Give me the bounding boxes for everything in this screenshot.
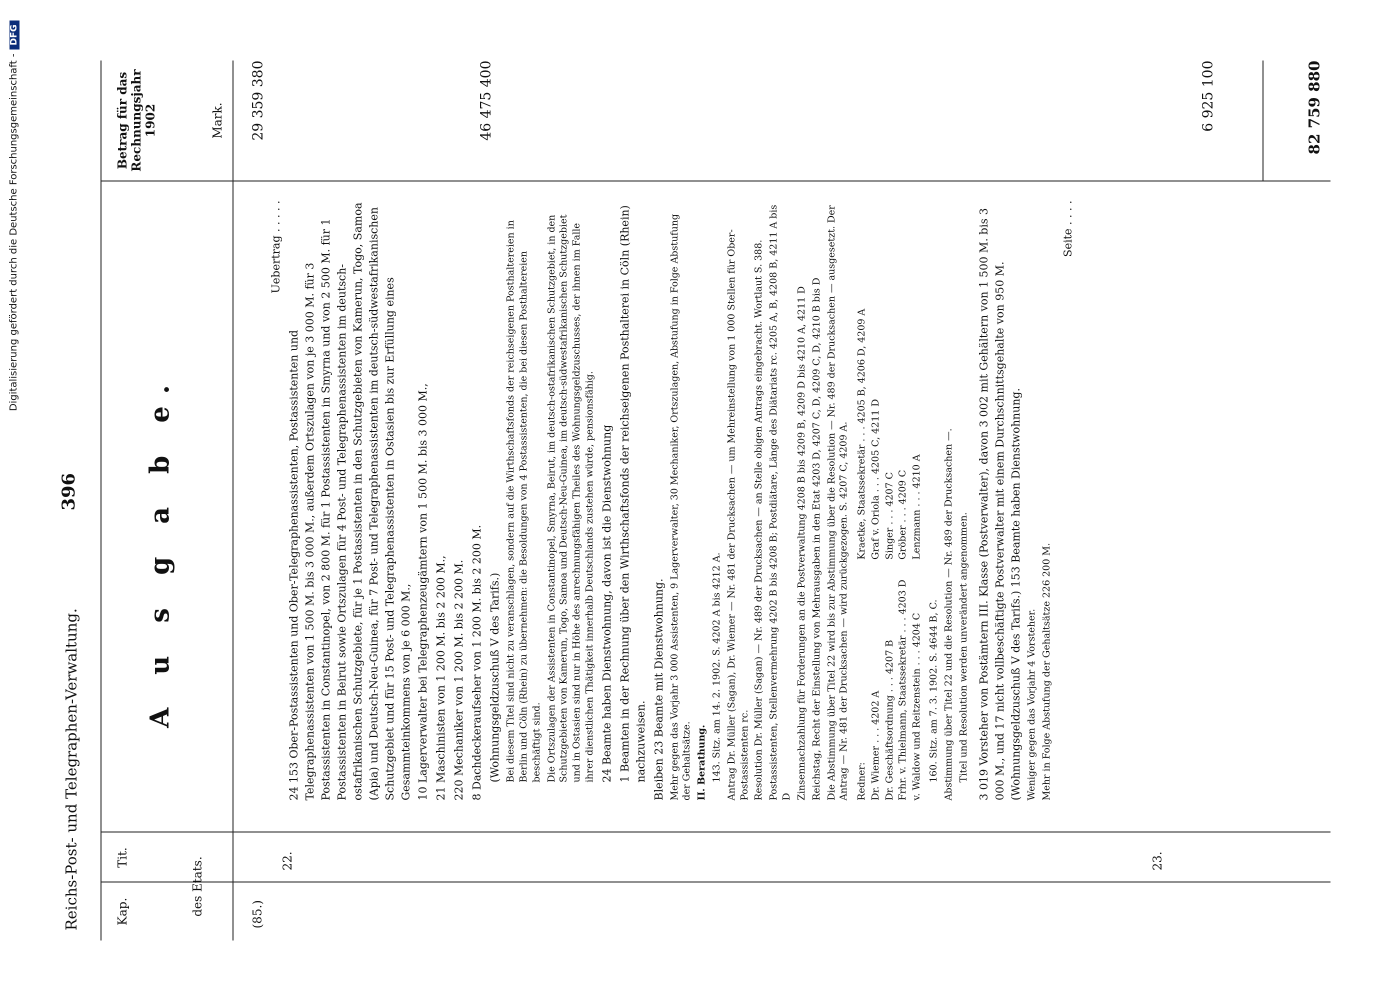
entry-p23: Titel und Resolution werden unverändert angenommen. xyxy=(957,512,969,783)
betrag-header: Betrag für das Rechnungsjahr 1902 xyxy=(115,69,157,172)
speakers-list xyxy=(855,201,924,801)
tit-23: 23. xyxy=(1150,851,1164,871)
entry-p11: Bleiben 23 Beamte mit Dienstwohnung. xyxy=(651,578,665,801)
entry-p19: Reichstag, Recht der Einstellung von Mehrausgaben in den Etat 4203 D, 4207 C, D, 4209 C, D, 4210 B bis D xyxy=(810,277,822,801)
redner-right-item: Kraetke, Staatssekretär . . . 4205 B, 4206 D, 4209 A xyxy=(856,308,868,560)
digitization-credit xyxy=(8,21,19,981)
redner-right-item: Singer . . . 4207 C xyxy=(883,472,895,560)
entry-p7: Bei diesem Titel sind nicht zu veranschlagen, sondern auf die Wirthschaftsfonds der reichseigenen Posthaltereien in Berlin und Cöln (Rhein) zu übernehmen: die Besoldungen von 4 Postassistenten, die bei diesen Posthaltereien beschäftigt sind. xyxy=(505,220,542,783)
entry-p13: II. Berathung. xyxy=(696,724,708,801)
entry-p25: Weniger gegen das Vorjahr 4 Vorsteher. xyxy=(1026,608,1038,801)
redner-right-item: Gröber . . . 4209 C xyxy=(897,469,909,560)
top-rule xyxy=(100,61,101,941)
page-number: 396 xyxy=(58,472,79,511)
seite-label: Seite . . . . xyxy=(1060,200,1074,257)
page-header xyxy=(58,71,88,931)
entry-p4: 220 Mechaniker von 1 200 M. bis 2 200 M. xyxy=(452,559,466,801)
des-etats-header: des Etats. xyxy=(190,856,204,917)
redner-right-item: Graf v. Oriola . . . 4205 C, 4211 D xyxy=(869,399,881,560)
credit-text: Digitalisierung gefördert durch die Deutsche Forschungsgemeinschaft - xyxy=(8,53,19,412)
tit-22: 22. xyxy=(280,851,294,871)
entry-p3: 21 Maschinisten von 1 200 M. bis 2 200 M., xyxy=(434,555,448,801)
col-divider-3 xyxy=(100,181,1330,182)
kap-value: (85.) xyxy=(250,900,264,929)
header-rule xyxy=(232,61,233,941)
entry-p2: 10 Lagerverwalter bei Telegraphenzeugämtern von 1 500 M. bis 3 000 M., xyxy=(416,383,430,801)
entry-p18: Zinsennachzahlung für Forderungen an die Postverwaltung 4208 B bis 4209 B, 4209 D bis 4210 A, 4211 D xyxy=(795,286,807,801)
redner-left-item: Frhr. v. Thielmann, Staatssekretär . . . 4203 D xyxy=(897,579,909,801)
tit-header: Tit. xyxy=(115,847,129,868)
redner-left-item: v. Waldow und Reitzenstein . . . 4204 C xyxy=(911,612,923,801)
section-title: A u s g a b e. xyxy=(145,373,175,728)
entry-p1: 24 153 Ober-Postassistenten und Ober-Telegraphenassistenten, Postassistenten und Telegraphenassistenten von 1 500 M. bis 3 000 M., außerdem Ortszulagen von je 3 000 M. für 3 Postassistenten in Constantinopel, von 2 800 M. für 1 Postassistenten in Smyrna und von 2 500 M. für 1 Postassistenten in Beirut sowie Ortszulagen für 4 Post- und Telegraphenassistenten im deutsch-ostafrikanischen Schutzgebiete, für je 1 Postassistenten in den Schutzgebieten von Kamerun, Togo, Samoa (Apia) und Deutsch-Neu-Guinea, für 7 Post- und Telegraphenassistenten im deutsch-südwestafrikanischen Schutzgebiet und für 15 Post- und Telegraphenassistenten in Ostasien bis zur Erfüllung eines Gesammteinkommens von je 6 000 M., xyxy=(286,202,412,801)
seite-total: 82 759 880 xyxy=(1305,60,1323,155)
running-title: Reichs-Post- und Telegraphen-Verwaltung. xyxy=(62,608,80,931)
redner-label: Redner: xyxy=(856,762,868,801)
uebertrag-amount: 29 359 380 xyxy=(250,60,266,141)
entry-p16: Resolution Dr. Müller (Sagan) — Nr. 489 der Drucksachen — an Stelle obigen Antrags eingebracht. Wortlaut S. 388. xyxy=(753,239,765,801)
entry-p17: Postassistenten, Stellenvermehrung 4202 B bis 4208 B; Postdiätare, Länge des Diätariats rc. 4205 A, B, 4208 B, 4211 A bis D xyxy=(768,204,793,801)
document-page xyxy=(0,1,1383,1001)
tit23-amount: 6 925 100 xyxy=(1200,60,1216,132)
entry-p10: 1 Beamten in der Rechnung über den Wirthschaftsfonds der reichseigenen Posthalterei in Cöln (Rhein) nachzuweisen. xyxy=(617,205,647,783)
entry-p21: 160. Sitz. am 7. 3. 1902. S. 4644 B, C. xyxy=(927,599,939,783)
entry-p24: 3 019 Vorsteher von Postämtern III. Klasse (Postverwalter), davon 3 002 mit Gehältern von 1 500 M. bis 3 000 M., und 17 nicht vollbeschäftigte Postverwalter mit einem Durchschnittsgehalte von 950 M. (Wohnungsgeldzuschuß V des Tarifs.) 153 Beamte haben Dienstwohnung. xyxy=(977,207,1023,801)
entry-p22: Abstimmung über Titel 22 und die Resolution — Nr. 489 der Drucksachen —. xyxy=(942,428,954,801)
redner-left-item: Dr. Geschäftsordnung . . . 4207 B xyxy=(883,639,895,801)
dfg-logo: DFG xyxy=(9,21,19,50)
entry-p26: Mehr in Folge Abstufung der Gehaltsätze 226 200 M. xyxy=(1041,542,1053,801)
entry-body xyxy=(268,201,1078,801)
redner-left-item: Dr. Wiemer . . . 4202 A xyxy=(869,690,881,801)
entry-p12: Mehr gegen das Vorjahr 3 000 Assistenten, 9 Lagerverwalter, 30 Mechaniker, Ortszulagen, Abstufung in Folge Abstufung der Gehaltsätze. xyxy=(668,213,693,801)
col-divider-2 xyxy=(100,832,1330,833)
mark-header: Mark. xyxy=(210,102,224,139)
entry-p6: (Wohnungsgeldzuschuß V des Tarifs.) xyxy=(488,572,502,783)
entry-p8: Die Ortszulagen der Assistenten in Constantinopel, Smyrna, Beirut, im deutsch-ostafrikanischen Schutzgebiet, in den Schutzgebieten von Kamerun, Togo, Samoa und Deutsch-Neu-Guinea, im deutsch-südwestafrikanischen Schutzgebiet und in Ostasien sind nur in Höhe des anrechnungsfähigen Theiles des Wohnungsgeldzuschusses, der ihnen im Falle ihrer dienstlichen Thätigkeit innerhalb Deutschlands zustehen würde, pensionsfähig. xyxy=(545,214,595,783)
tit22-amount: 46 475 400 xyxy=(478,60,494,141)
entry-p5: 8 Dachdeckeraufseher von 1 200 M. bis 2 200 M. xyxy=(470,524,484,801)
entry-p20: Die Abstimmung über Titel 22 wird bis zur Abstimmung über die Resolution — Nr. 489 der Drucksachen — ausgesetzt. Der Antrag — Nr. 481 der Drucksachen — wird zurückgezogen. S. 4207 C, 4209 A. xyxy=(825,205,850,801)
entry-p14: 143. Sitz. am 14. 2. 1902. S. 4202 A bis 4212 A. xyxy=(711,552,722,783)
kap-header: Kap. xyxy=(115,897,129,926)
uebertrag-label: Uebertrag . . . . . xyxy=(269,200,282,294)
entry-p9: 24 Beamte haben Dienstwohnung, davon ist die Dienstwohnung xyxy=(599,424,613,783)
redner-right-item: Lenzmann . . . 4210 A xyxy=(911,454,923,560)
col-divider-1 xyxy=(100,882,1330,883)
entry-p15: Antrag Dr. Müller (Sagan), Dr. Wiemer — Nr. 481 der Drucksachen — um Mehreinstellung von 1 000 Stellen für Ober-Postassistenten rc. xyxy=(725,229,750,801)
sum-rule xyxy=(1262,61,1263,181)
